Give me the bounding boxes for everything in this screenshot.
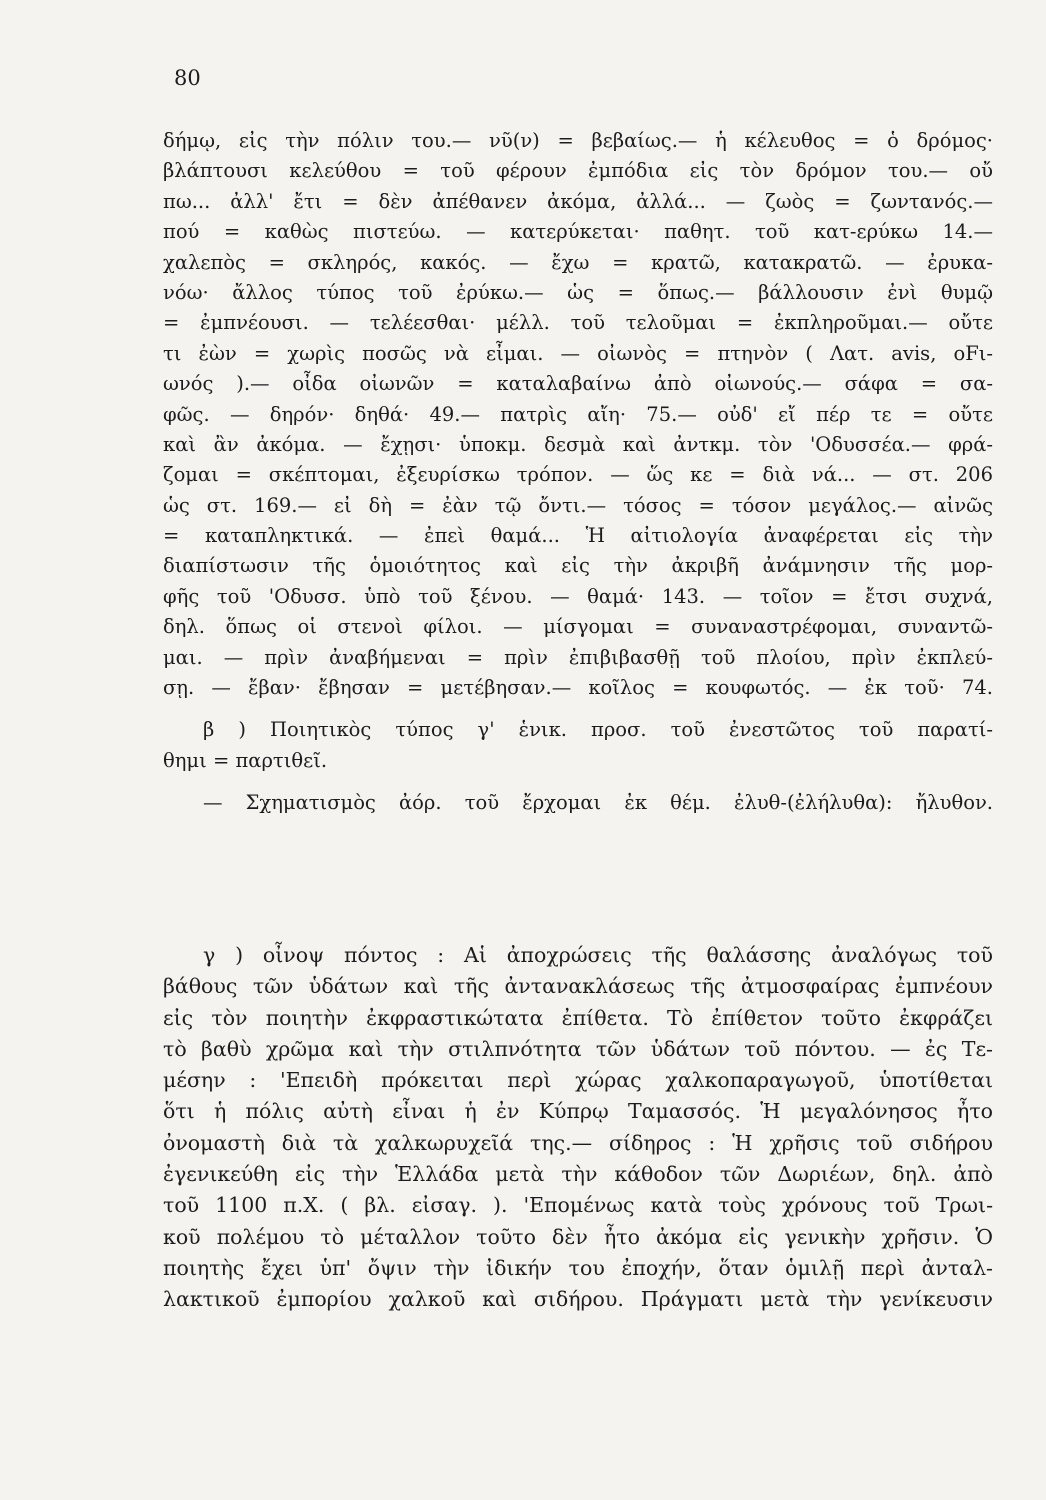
gamma-line: τὸ βαθὺ χρῶμα καὶ τὴν στιλπνότητα τῶν ὑδάτων τοῦ πόντου. — ἐς Τε- xyxy=(163,1036,993,1061)
gamma-line: βάθους τῶν ὑδάτων καὶ τῆς ἀντανακλάσεως τῆς ἀτμοσφαίρας ἐμπνέουν xyxy=(163,974,993,999)
gamma-line: εἰς τὸν ποιητὴν ἐκφραστικώτατα ἐπίθετα. Τὸ ἐπίθετον τοῦτο ἐκφράζει xyxy=(163,1005,993,1030)
page-number: 80 xyxy=(174,66,201,90)
text-line: δήμῳ, εἰς τὴν πόλιν του.— νῦ(ν) = βεβαίως.— ἡ κέλευθος = ὁ δρόμος· xyxy=(163,129,993,152)
section-gap xyxy=(163,776,993,788)
text-line: ζομαι = σκέπτομαι, ἐξευρίσκω τρόπον. — ὥς κε = διὰ νά... — στ. 206 xyxy=(163,463,993,487)
gamma-line: κοῦ πολέμου τὸ μέταλλον τοῦτο δὲν ἦτο ἀκόμα εἰς γενικὴν χρῆσιν. Ὁ xyxy=(163,1224,993,1249)
text-line: χαλεπὸς = σκληρός, κακός. — ἔχω = κρατῶ, κατακρατῶ. — ἐρυκα- xyxy=(163,250,993,274)
gamma-line: μέσην : 'Επειδὴ πρόκειται περὶ χώρας χαλκοπαραγωγοῦ, ὑποτίθεται xyxy=(163,1068,993,1093)
text-line: διαπίστωσιν τῆς ὁμοιότητος καὶ εἰς τὴν ἀκριβῆ ἀνάμνησιν τῆς μορ- xyxy=(163,554,993,578)
gamma-line: λακτικοῦ ἐμπορίου χαλκοῦ καὶ σιδήρου. Πράγματι μετὰ τὴν γενίκευσιν xyxy=(163,1287,993,1312)
text-line: φῶς. — δηρόν· δηθά· 49.— πατρὶς αἴη· 75.— οὐδ' εἴ πέρ τε = οὔτε xyxy=(163,402,993,426)
formation-line: — Σχηματισμὸς ἀόρ. τοῦ ἔρχομαι ἐκ θέμ. ἐλυθ-(ἐλήλυθα): ἤλυθον. xyxy=(203,791,993,815)
text-line: = ἐμπνέουσι. — τελέεσθαι· μέλλ. τοῦ τελοῦμαι = ἐκπληροῦμαι.— οὔτε xyxy=(163,311,993,335)
text-line: καὶ ἂν ἀκόμα. — ἔχῃσι· ὑποκμ. δεσμὰ καὶ ἀντκμ. τὸν 'Οδυσσέα.— φρά- xyxy=(163,432,993,456)
commentary-block xyxy=(163,126,993,819)
text-line: σῃ. — ἔβαν· ἔβησαν = μετέβησαν.— κοῖλος = κουφωτός. — ἐκ τοῦ· 74. xyxy=(163,676,993,700)
section-beta-line: β ) Ποιητικὸς τύπος γ' ἑνικ. προσ. τοῦ ἐνεστῶτος τοῦ παρατί- xyxy=(203,718,993,742)
section-gap xyxy=(163,703,993,715)
text-line: βλάπτουσι κελεύθου = τοῦ φέρουν ἐμπόδια εἰς τὸν δρόμον του.— οὔ xyxy=(163,159,993,183)
gamma-line: ὀνομαστὴ διὰ τὰ χαλκωρυχεῖά της.— σίδηρος : Ἡ χρῆσις τοῦ σιδήρου xyxy=(163,1130,993,1155)
text-line: πω... ἀλλ' ἔτι = δὲν ἀπέθανεν ἀκόμα, ἀλλά... — ζωὸς = ζωντανός.— xyxy=(163,189,993,213)
text-line: νόω· ἄλλος τύπος τοῦ ἐρύκω.— ὡς = ὅπως.— βάλλουσιν ἐνὶ θυμῷ xyxy=(163,280,993,304)
text-line: μαι. — πρὶν ἀναβήμεναι = πρὶν ἐπιβιβασθῇ τοῦ πλοίου, πρὶν ἐκπλεύ- xyxy=(163,645,993,669)
text-line: φῆς τοῦ 'Οδυσσ. ὑπὸ τοῦ ξένου. — θαμά· 143. — τοῖον = ἔτσι συχνά, xyxy=(163,584,993,608)
text-line: ωνός ).— οἶδα οἰωνῶν = καταλαβαίνω ἀπὸ οἰωνούς.— σάφα = σα- xyxy=(163,372,993,396)
gamma-section xyxy=(163,940,993,1316)
text-line: τι ἐὼν = χωρὶς ποσῶς νὰ εἶμαι. — οἰωνὸς = πτηνὸν ( Λατ. avis, oFι- xyxy=(163,341,993,365)
text-line: ὡς στ. 169.— εἰ δὴ = ἐὰν τῷ ὄντι.— τόσος = τόσον μεγάλος.— αἰνῶς xyxy=(163,493,993,517)
gamma-line: ποιητὴς ἔχει ὑπ' ὄψιν τὴν ἰδικήν του ἐποχήν, ὅταν ὁμιλῇ περὶ ἀνταλ- xyxy=(163,1255,993,1280)
text-line: πού = καθὼς πιστεύω. — κατερύκεται· παθητ. τοῦ κατ-ερύκω 14.— xyxy=(163,220,993,244)
text-line: = καταπληκτικά. — ἐπεὶ θαμά... Ἡ αἰτιολογία ἀναφέρεται εἰς τὴν xyxy=(163,524,993,548)
gamma-line: ἐγενικεύθη εἰς τὴν Ἑλλάδα μετὰ τὴν κάθοδον τῶν Δωριέων, δηλ. ἀπὸ xyxy=(163,1162,993,1187)
gamma-line: ὅτι ἡ πόλις αὐτὴ εἶναι ἡ ἐν Κύπρῳ Ταμασσός. Ἡ μεγαλόνησος ἦτο xyxy=(163,1099,993,1124)
section-beta-line: θημι = παρτιθεῖ. xyxy=(163,748,328,772)
text-line: δηλ. ὅπως οἱ στενοὶ φίλοι. — μίσγομαι = συναναστρέφομαι, συναντῶ- xyxy=(163,615,993,639)
gamma-line: τοῦ 1100 π.Χ. ( βλ. εἰσαγ. ). 'Επομένως κατὰ τοὺς χρόνους τοῦ Τρωι- xyxy=(163,1193,993,1218)
gamma-line: γ ) οἶνοψ πόντος : Αἱ ἀποχρώσεις τῆς θαλάσσης ἀναλόγως τοῦ xyxy=(203,943,993,967)
